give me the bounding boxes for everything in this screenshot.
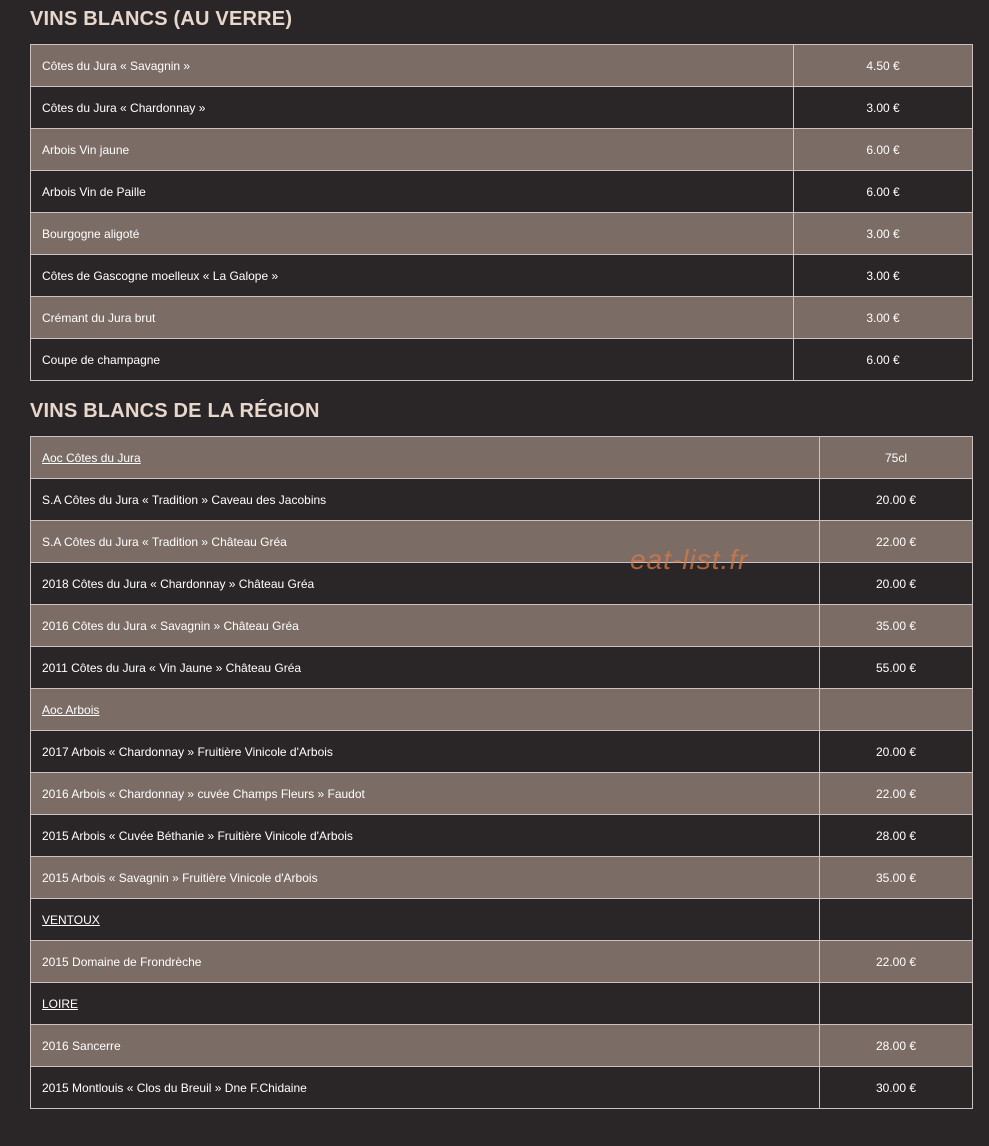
- wine-price: 20.00 €: [820, 731, 973, 773]
- regional-wine-table: [30, 436, 973, 1109]
- wine-name: Arbois Vin de Paille: [31, 171, 794, 213]
- category-heading-row: [31, 899, 973, 941]
- wine-name: S.A Côtes du Jura « Tradition » Château Gréa: [31, 521, 820, 563]
- wine-name: Bourgogne aligoté: [31, 213, 794, 255]
- regional-wine-row: [31, 941, 973, 983]
- wine-price: 3.00 €: [794, 87, 973, 129]
- section-title-region: VINS BLANCS DE LA RÉGION: [30, 400, 320, 422]
- volume-label: [820, 689, 973, 731]
- volume-label: 75cl: [820, 437, 973, 479]
- regional-wine-row: [31, 521, 973, 563]
- wine-name: 2016 Côtes du Jura « Savagnin » Château Gréa: [31, 605, 820, 647]
- wine-name: 2011 Côtes du Jura « Vin Jaune » Château Gréa: [31, 647, 820, 689]
- wine-price: 3.00 €: [794, 297, 973, 339]
- volume-label: [820, 899, 973, 941]
- category-heading-row: [31, 983, 973, 1025]
- wine-price: 6.00 €: [794, 171, 973, 213]
- glass-wine-row: [31, 87, 973, 129]
- section-title-by-glass: VINS BLANCS (AU VERRE): [30, 8, 293, 30]
- regional-wine-row: [31, 815, 973, 857]
- wine-price: 6.00 €: [794, 129, 973, 171]
- category-heading-row: [31, 689, 973, 731]
- wine-price: 20.00 €: [820, 563, 973, 605]
- wine-price: 3.00 €: [794, 255, 973, 297]
- wine-name: Côtes du Jura « Chardonnay »: [31, 87, 794, 129]
- wine-name: 2017 Arbois « Chardonnay » Fruitière Vinicole d'Arbois: [31, 731, 820, 773]
- glass-wine-row: [31, 129, 973, 171]
- wine-name: Coupe de champagne: [31, 339, 794, 381]
- category-heading[interactable]: Aoc Arbois: [31, 689, 820, 731]
- glass-wine-row: [31, 339, 973, 381]
- category-heading[interactable]: LOIRE: [31, 983, 820, 1025]
- volume-label: [820, 983, 973, 1025]
- watermark-text: eat-list.fr: [630, 544, 749, 575]
- regional-wine-row: [31, 857, 973, 899]
- wine-price: 28.00 €: [820, 815, 973, 857]
- wine-price: 35.00 €: [820, 605, 973, 647]
- glass-wine-row: [31, 45, 973, 87]
- wine-price: 4.50 €: [794, 45, 973, 87]
- wine-name: Côtes de Gascogne moelleux « La Galope »: [31, 255, 794, 297]
- wine-price: 22.00 €: [820, 941, 973, 983]
- wine-name: 2015 Domaine de Frondrèche: [31, 941, 820, 983]
- wine-name: 2016 Arbois « Chardonnay » cuvée Champs Fleurs » Faudot: [31, 773, 820, 815]
- wine-price: 6.00 €: [794, 339, 973, 381]
- wine-price: 20.00 €: [820, 479, 973, 521]
- regional-wine-row: [31, 563, 973, 605]
- regional-wine-row: [31, 773, 973, 815]
- glass-wine-row: [31, 171, 973, 213]
- wine-name: 2015 Montlouis « Clos du Breuil » Dne F.Chidaine: [31, 1067, 820, 1109]
- category-heading[interactable]: VENTOUX: [31, 899, 820, 941]
- category-heading-row: [31, 437, 973, 479]
- wine-price: 28.00 €: [820, 1025, 973, 1067]
- wine-name: 2018 Côtes du Jura « Chardonnay » Château Gréa: [31, 563, 820, 605]
- wine-price: 30.00 €: [820, 1067, 973, 1109]
- wine-by-glass-table: [30, 44, 973, 381]
- category-heading[interactable]: Aoc Côtes du Jura: [31, 437, 820, 479]
- wine-name: 2015 Arbois « Savagnin » Fruitière Vinicole d'Arbois: [31, 857, 820, 899]
- wine-price: 55.00 €: [820, 647, 973, 689]
- wine-price: 3.00 €: [794, 213, 973, 255]
- wine-name: Côtes du Jura « Savagnin »: [31, 45, 794, 87]
- glass-wine-row: [31, 213, 973, 255]
- wine-price: 35.00 €: [820, 857, 973, 899]
- regional-wine-row: [31, 731, 973, 773]
- glass-wine-row: [31, 297, 973, 339]
- wine-name: Crémant du Jura brut: [31, 297, 794, 339]
- regional-wine-row: [31, 605, 973, 647]
- regional-wine-row: [31, 1067, 973, 1109]
- regional-wine-row: [31, 1025, 973, 1067]
- regional-wine-row: [31, 647, 973, 689]
- wine-name: Arbois Vin jaune: [31, 129, 794, 171]
- wine-name: 2015 Arbois « Cuvée Béthanie » Fruitière Vinicole d'Arbois: [31, 815, 820, 857]
- wine-price: 22.00 €: [820, 773, 973, 815]
- wine-name: 2016 Sancerre: [31, 1025, 820, 1067]
- glass-wine-row: [31, 255, 973, 297]
- regional-wine-row: [31, 479, 973, 521]
- wine-name: S.A Côtes du Jura « Tradition » Caveau des Jacobins: [31, 479, 820, 521]
- wine-price: 22.00 €: [820, 521, 973, 563]
